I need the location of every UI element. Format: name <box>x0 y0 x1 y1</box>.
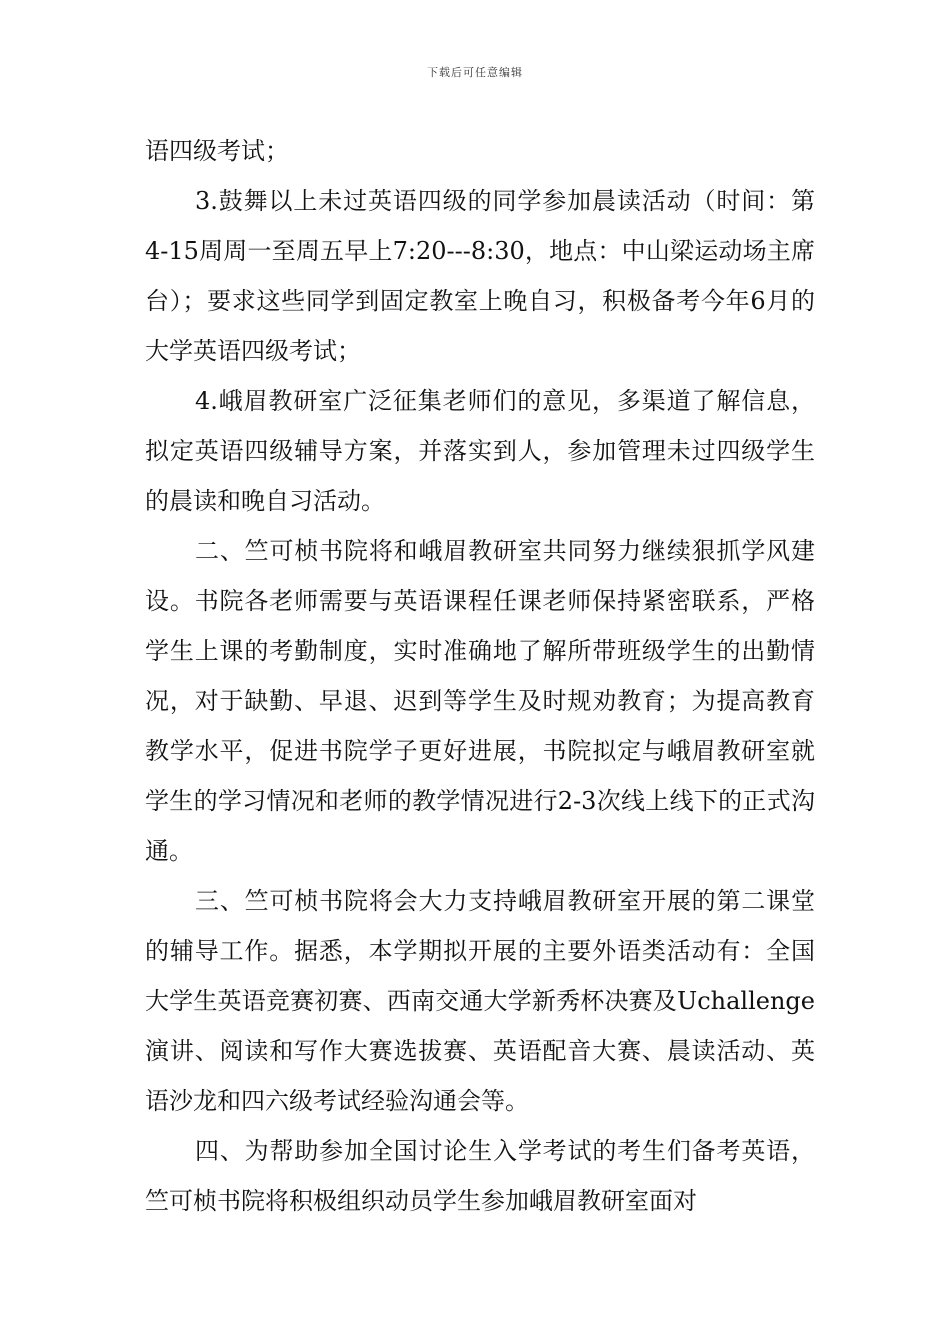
document-body <box>145 126 815 1226</box>
paragraph-continuation: 语四级考试； <box>145 137 289 165</box>
paragraph-section-3: 三、竺可桢书院将会大力支持峨眉教研室开展的第二课堂的辅导工作。据悉，本学期拟开展的主要外语类活动有：全国大学生英语竞赛初赛、西南交通大学新秀杯决赛及Uchallenge 演讲、阅读和写作大赛选拔赛、英语配音大赛、晨读活动、英语沙龙和四六级考试经验沟通会等。 <box>145 887 815 1115</box>
paragraph-section-2: 二、竺可桢书院将和峨眉教研室共同努力继续狠抓学风建设。书院各老师需要与英语课程任课老师保持紧密联系，严格学生上课的考勤制度，实时准确地了解所带班级学生的出勤情况，对于缺勤、早退、迟到等学生及时规劝教育；为提高教育教学水平，促进书院学子更好进展，书院拟定与峨眉教研室就学生的学习情况和老师的教学情况进行2-3次线上线下的正式沟通。 <box>145 537 815 865</box>
paragraph-section-4: 四、为帮助参加全国讨论生入学考试的考生们备考英语，竺可桢书院将积极组织动员学生参加峨眉教研室面对 <box>145 1137 815 1215</box>
paragraph-item-3: 3.鼓舞以上未过英语四级的同学参加晨读活动（时间：第4-15周周一至周五早上7:20---8:30，地点：中山梁运动场主席台）；要求这些同学到固定教室上晚自习，积极备考今年6月的大学英语四级考试； <box>145 187 815 365</box>
paragraph-item-4: 4.峨眉教研室广泛征集老师们的意见，多渠道了解信息，拟定英语四级辅导方案，并落实到人，参加管理未过四级学生的晨读和晚自习活动。 <box>145 387 815 515</box>
page-header: 下载后可任意编辑 <box>427 66 523 79</box>
